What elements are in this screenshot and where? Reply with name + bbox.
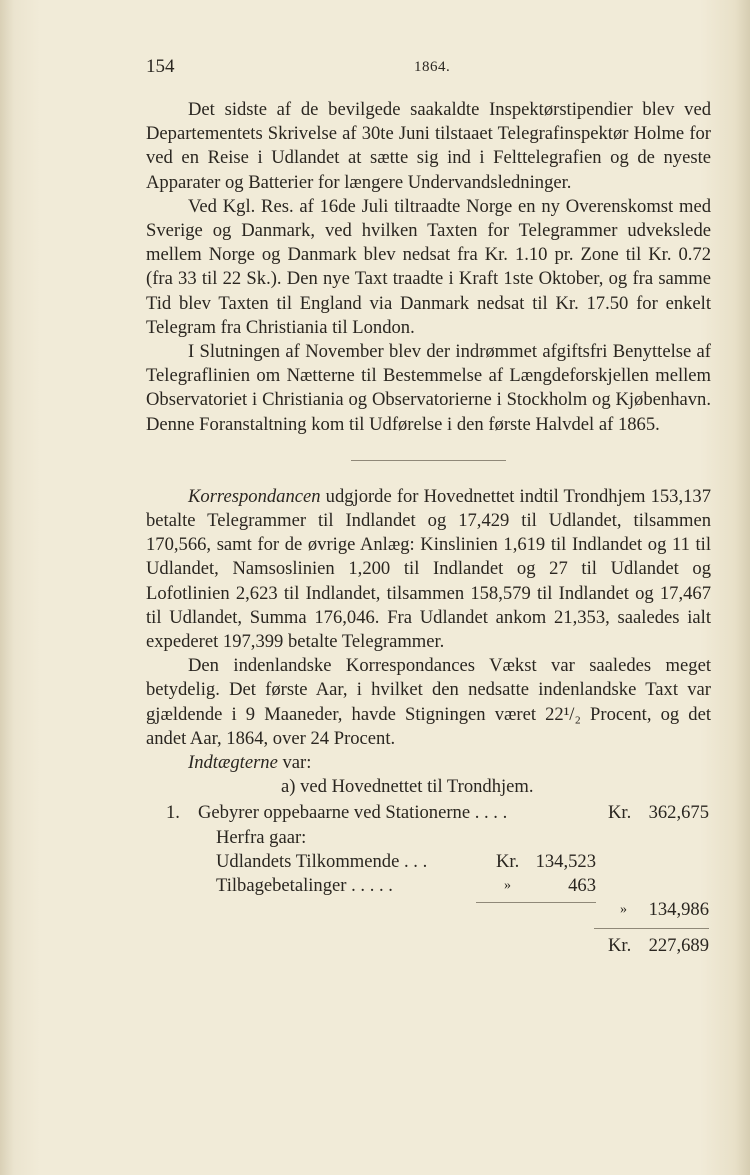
ledger-row-total bbox=[146, 934, 711, 958]
ledger-row-herfra bbox=[146, 826, 711, 850]
ledger-row-udlandets bbox=[146, 850, 711, 874]
ledger-row-deduction bbox=[146, 898, 711, 922]
paragraph-vaekst: Den indenlandske Korrespondances Vækst var saaledes meget betydelig. Det første Aar, i hvilket den nedsatte indenlandske Taxt var gjældende i 9 Maaneder, havde Stigningen været 22¹/₂ Procent, og det andet Aar, 1864, over 24 Procent. bbox=[146, 655, 711, 749]
ledger-total-amount: 227,689 bbox=[648, 935, 709, 957]
total-rule bbox=[594, 928, 709, 929]
ledger-tilbage-marker: » bbox=[504, 878, 511, 894]
korrespondancen-text: udgjorde for Hovednettet indtil Trondhjem 153,137 betalte Telegrammer til Indlandet og 17,429 til Udlandet, tilsammen 170,566, samt for de øvrige Anlæg: Kinslinien 1,619 til Indlandet og 11 til Udlandet, Namsoslinien 1,200 til Indlandet og 27 til Udlandet og Lofotlinien 2,623 til Indlandet, tilsammen 158,579 til Indlandet og 17,467 til Udlandet, Summa 176,046. Fra Udlandet ankom 21,353, saaledes ialt expederet 197,399 betalte Telegrammer. bbox=[146, 485, 711, 653]
paragraph-overenskomst: Ved Kgl. Res. af 16de Juli tiltraadte Norge en ny Overenskomst med Sverige og Danmark, ved hvilken Taxten for Telegrammer udvekslede mellem Norge og Danmark blev nedsat fra Kr. 1.10 pr. Zone til Kr. 0.72 (fra 33 til 22 Sk.). Den nye Taxt traadte i Kraft 1ste Oktober, og fra samme Tid blev Taxten til England via Danmark nedsat til Kr. 17.50 for enkelt Telegram fra Christiania til London. bbox=[146, 195, 711, 338]
ledger-udlandets-currency: Kr. bbox=[496, 850, 520, 872]
section-divider bbox=[351, 460, 506, 461]
ledger-row-tilbagebetalinger bbox=[146, 874, 711, 898]
ledger-total-currency: Kr. bbox=[608, 935, 632, 957]
paragraph-indtaegterne bbox=[146, 751, 711, 775]
ledger-item-number: 1. bbox=[166, 802, 180, 824]
income-ledger bbox=[146, 801, 711, 958]
paragraph-laengdeforskjellen: I Slutningen af November blev der indrømmet afgiftsfri Benyttelse af Telegraflinien om Nætterne til Bestemmelse af Længdeforskjellen mellem Observatoriet i Christiania og Observatorierne i Stockholm og Kjøbenhavn. Denne Foranstaltning kom til Udførelse i den første Halvdel af 1865. bbox=[146, 341, 711, 435]
section-heading-hovednettet: a) ved Hovednettet til Trondhjem. bbox=[281, 776, 534, 798]
indtaegterne-italic: Indtægterne bbox=[188, 752, 278, 774]
ledger-item-label: Gebyrer oppebaarne ved Stationerne . . . . bbox=[198, 802, 508, 824]
running-head-year: 1864. bbox=[414, 59, 451, 75]
indtaegterne-text: var: bbox=[277, 752, 312, 774]
ledger-currency: Kr. bbox=[608, 802, 632, 824]
paragraph-korrespondancen bbox=[146, 485, 711, 654]
body-text bbox=[146, 98, 711, 959]
ledger-udlandets-label: Udlandets Tilkommende . . . bbox=[216, 850, 428, 872]
page-header bbox=[146, 56, 711, 80]
paragraph-inspektorstipendier: Det sidste af de bevilgede saakaldte Inspektørstipendier blev ved Departementets Skrivelse af 30te Juni tilstaaet Telegrafinspektør Holme for ved en Reise i Udlandet at sætte sig ind i Felttelegrafien og de nyeste Apparater og Batterier for længere Undervandsledninger. bbox=[146, 99, 711, 193]
ledger-row-gebyrer bbox=[146, 801, 711, 825]
page-number: 154 bbox=[146, 56, 175, 77]
ledger-udlandets-amount: 134,523 bbox=[535, 850, 596, 872]
ledger-amount: 362,675 bbox=[648, 802, 709, 824]
ledger-deduction-marker: » bbox=[620, 902, 627, 918]
ledger-deduction-amount: 134,986 bbox=[648, 899, 709, 921]
ledger-tilbage-label: Tilbagebetalinger . . . . . bbox=[216, 875, 393, 897]
ledger-tilbage-amount: 463 bbox=[568, 875, 596, 897]
subtotal-rule bbox=[476, 902, 596, 903]
korrespondancen-italic: Korrespondancen bbox=[188, 485, 321, 507]
ledger-herfra-label: Herfra gaar: bbox=[216, 826, 307, 848]
